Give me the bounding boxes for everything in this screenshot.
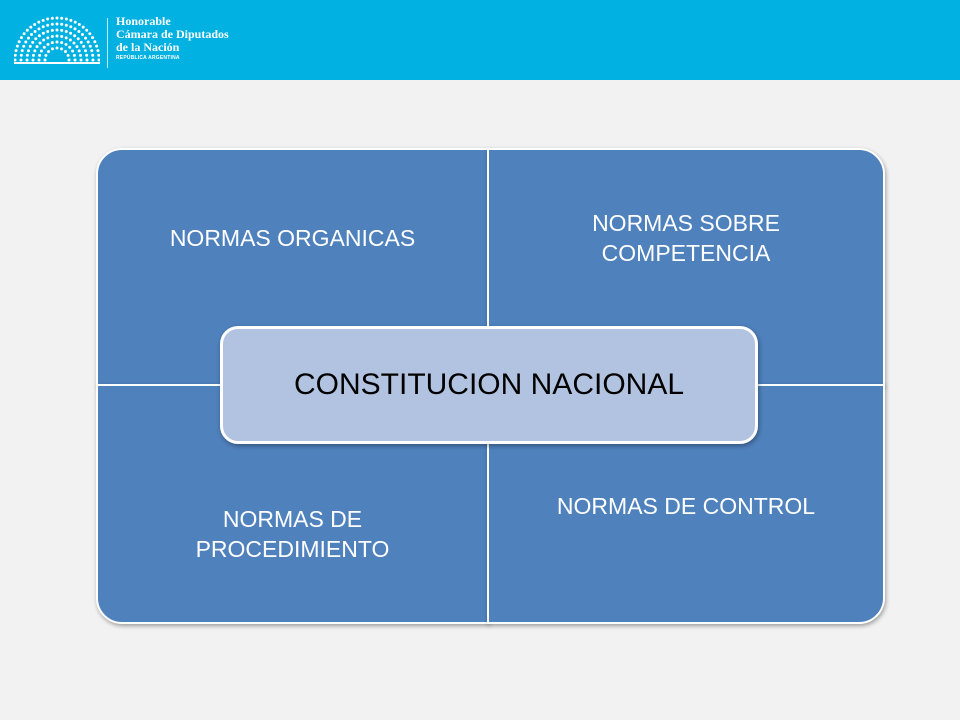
logo-dot: [78, 49, 81, 52]
logo-dot: [88, 32, 91, 35]
logo-dot: [84, 49, 87, 52]
logo-dot: [69, 19, 72, 22]
logo-dot: [32, 59, 35, 62]
center-box: [220, 326, 758, 444]
parliament-arch-icon: [14, 10, 100, 70]
logo-dot: [42, 32, 45, 35]
logo-dot: [91, 54, 94, 57]
logo-dot: [46, 30, 49, 33]
logo-dot: [32, 54, 35, 57]
logo-dot: [37, 21, 40, 24]
logo-dot: [69, 25, 72, 28]
logo-dot: [73, 54, 76, 57]
logo-dot: [51, 41, 54, 44]
logo-dot: [33, 49, 36, 52]
logo-dot: [27, 37, 30, 40]
logo-dot: [68, 46, 71, 49]
logo-dot: [15, 49, 18, 52]
logo-dot: [16, 45, 19, 48]
header-bar: [0, 0, 960, 80]
logo-dot: [92, 59, 95, 62]
logo-dot: [26, 29, 29, 32]
quadrant-label: NORMAS SOBRE COMPETENCIA: [592, 210, 780, 266]
logo-dot: [91, 36, 94, 39]
logo-dot: [81, 33, 84, 36]
logo-dot: [40, 50, 43, 53]
logo-dot: [80, 59, 83, 62]
logo-dot: [65, 36, 68, 39]
logo-dot: [86, 59, 89, 62]
logo-dot: [73, 34, 76, 37]
logo-dot: [77, 37, 80, 40]
logo-dot: [23, 32, 26, 35]
logo-dot: [65, 24, 68, 27]
logo-dot: [82, 26, 85, 29]
logo-dot: [34, 37, 37, 40]
logo-dot: [44, 59, 47, 62]
logo-dot: [56, 35, 59, 38]
logo-dot: [39, 42, 42, 45]
logo-text: [116, 15, 229, 62]
logo-dot: [72, 42, 75, 45]
logo-dot: [60, 35, 63, 38]
logo-dot: [84, 37, 87, 40]
logo-dot: [60, 47, 63, 50]
logo-dot: [87, 41, 90, 44]
logo-dot: [85, 54, 88, 57]
logo-dot: [77, 30, 80, 33]
logo-dot: [46, 24, 49, 27]
logo-dot: [90, 49, 93, 52]
logo-dot: [46, 36, 49, 39]
logo-dot: [85, 29, 88, 32]
logo-dot: [18, 40, 21, 43]
logo-line-4: REPÚBLICA ARGENTINA: [116, 55, 180, 61]
logo-dot: [78, 23, 81, 26]
logo-dot: [67, 54, 70, 57]
logo-dot: [60, 23, 63, 26]
logo-dot: [42, 19, 45, 22]
logo-dot: [56, 47, 59, 50]
logo-dot: [14, 59, 17, 62]
logo-dot: [51, 23, 54, 26]
logo-dot: [43, 46, 46, 49]
logo-dot: [65, 43, 68, 46]
logo-dot: [29, 45, 32, 48]
logo-dot: [80, 41, 83, 44]
logo-dot: [46, 18, 49, 21]
logo-dot: [44, 54, 47, 57]
logo-dot: [56, 17, 59, 20]
logo-dot: [65, 18, 68, 21]
logo-dot: [68, 59, 71, 62]
logo-dot: [60, 41, 63, 44]
logo-dot: [34, 30, 37, 33]
logo-dot: [30, 33, 33, 36]
logo-divider: [107, 18, 108, 68]
logo-dot: [38, 34, 41, 37]
logo-dot: [82, 45, 85, 48]
logo-dot: [22, 45, 25, 48]
logo-dot: [33, 23, 36, 26]
logo-dot: [98, 59, 101, 62]
logo-dot: [93, 40, 96, 43]
logo-dot: [74, 59, 77, 62]
logo-dot: [51, 35, 54, 38]
logo-dot: [65, 30, 68, 33]
logo-dot: [96, 49, 99, 52]
logo-dot: [89, 45, 92, 48]
logo-dot: [21, 49, 24, 52]
logo-dot: [97, 54, 100, 57]
logo-dot: [71, 50, 74, 53]
logo-dot: [38, 27, 41, 30]
logo-dot: [56, 29, 59, 32]
quadrant-label: NORMAS ORGANICAS: [169, 225, 416, 251]
logo-dot: [51, 29, 54, 32]
logo-dot: [47, 50, 50, 53]
logo-dot: [69, 39, 72, 42]
logo-dot: [69, 32, 72, 35]
logo-dot: [47, 43, 50, 46]
logo-dot: [20, 36, 23, 39]
logo-line-1: Honorable: [116, 14, 171, 28]
logo-line-3: de la Nación: [116, 40, 180, 54]
logo-dot: [20, 59, 23, 62]
logo-dot: [36, 45, 39, 48]
quadrant-label: NORMAS DE PROCEDIMIENTO: [195, 506, 390, 562]
quadrant-label: NORMAS DE CONTROL: [556, 493, 816, 519]
logo-dot: [60, 17, 63, 20]
logo-dot: [56, 23, 59, 26]
logo-dot: [14, 54, 17, 57]
logo-dot: [79, 54, 82, 57]
logo-dot: [51, 47, 54, 50]
logo-dot: [74, 21, 77, 24]
logo-dot: [20, 54, 23, 57]
logo-dot: [26, 59, 29, 62]
logo-dot: [95, 45, 98, 48]
center-label: CONSTITUCION NACIONAL: [293, 368, 685, 401]
logo-dot: [29, 26, 32, 29]
logo-dot: [26, 54, 29, 57]
logo-dot: [31, 41, 34, 44]
logo-dot: [27, 49, 30, 52]
logo-line-2: Cámara de Diputados: [116, 27, 229, 41]
logo-dot: [56, 41, 59, 44]
logo-dot: [51, 17, 54, 20]
logo-dot: [38, 59, 41, 62]
logo-dot: [75, 45, 78, 48]
logo-dot: [74, 27, 77, 30]
logo-dot: [60, 29, 63, 32]
logo-dot: [42, 39, 45, 42]
logo-dot: [38, 54, 41, 57]
logo-dot: [24, 41, 27, 44]
logo-dot: [42, 25, 45, 28]
logo-dot: [64, 50, 67, 53]
